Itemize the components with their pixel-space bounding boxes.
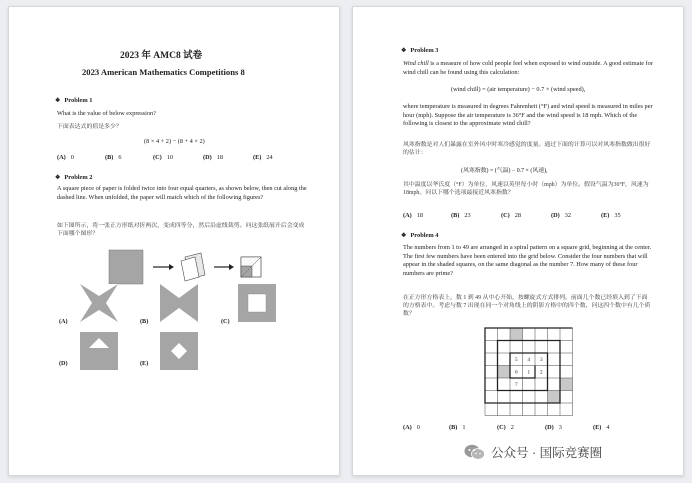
problem-3-question: Wind chill is a measure of how cold people feel when exposed to wind outside. A good estimate for wind chill can be found using this calculation: (403, 60, 653, 76)
problem-3-formula-cn: (风寒指数) = (气温) − 0.7 × (风速), (461, 168, 548, 174)
problem-4-options (403, 424, 639, 431)
diamond-icon: ❖ (401, 233, 407, 239)
shaded-cell (498, 366, 511, 379)
title-en: 2023 American Mathematics Competitions 8 (82, 67, 245, 77)
right-page (352, 6, 684, 476)
problem-2-heading: ❖ Problem 2 (55, 174, 93, 181)
arrow-icon (153, 264, 174, 270)
problem-3-question-2: where temperature is measured in degrees Fahrenheit (°F) and wind speed is measured in miles per hour (mph). Suppose the air temperature is 36°F and the wind speed is 18 mph. Which of the following is closest to the approximate wind chill? (403, 103, 653, 128)
problem-4-heading: ❖ Problem 4 (401, 232, 439, 239)
problem-2-question-cn: 如下图所示，将一张正方形纸对折两次，变成四等分，然后沿虚线裁剪。问这张纸展开后会变成下面哪个图形？ (57, 223, 305, 238)
shaded-cell (548, 391, 561, 404)
diamond-icon: ❖ (55, 175, 61, 181)
figure-e (160, 332, 198, 370)
problem-3-options (403, 212, 647, 219)
option-c[interactable]: (C) 2 (497, 424, 514, 431)
option-c[interactable]: (C) 28 (501, 212, 522, 219)
problem-2-question: A square piece of paper is folded twice into four equal quarters, as shown below, then cut along the dashed line. When unfolded, the paper will match which of the following figures? (57, 185, 307, 201)
grid-number: 4 (527, 357, 531, 364)
wechat-icon (464, 443, 486, 461)
label-a[interactable]: (A) (59, 318, 68, 325)
option-a[interactable]: (A) 0 (403, 424, 420, 431)
option-a[interactable]: (A) 0 (57, 154, 74, 161)
option-c[interactable]: (C) 10 (153, 154, 174, 161)
problem-1-question-cn: 下面表达式的值是多少？ (57, 124, 122, 130)
problem-3-question-cn-2: 其中温度以华氏度（°F）为单位，风速以英里每小时（mph）为单位。假设气温为36°F，风速为18mph。问以下哪个选项最接近风寒指数？ (403, 182, 649, 197)
answer-figures (72, 282, 302, 382)
left-page (8, 6, 340, 476)
title-cn: 2023 年 AMC8 试卷 (120, 51, 203, 61)
arrow-icon (214, 264, 234, 270)
grid-number: 7 (514, 382, 518, 389)
option-e[interactable]: (E) 4 (593, 424, 610, 431)
problem-1-options (57, 154, 299, 161)
problem-1-formula: (8 × 4 + 2) − (8 + 4 × 2) (144, 138, 205, 145)
problem-4-question-cn: 在正方形方格表上，数 1 到 49 从中心开始，按螺旋式方式排列。前面几个数已经填入到了下面的方格表中。考虑与数 7 出现在同一个对角线上的阴影方格中的四个数，问这四个数中有几个质数？ (403, 295, 651, 318)
figure-d (80, 332, 118, 370)
option-e[interactable]: (E) 24 (253, 154, 273, 161)
grid-number: 5 (514, 357, 518, 364)
figure-a (80, 284, 118, 322)
shaded-cell (560, 378, 573, 391)
option-d[interactable]: (D) 3 (545, 424, 562, 431)
shaded-cell (510, 328, 523, 341)
grid-number: 6 (514, 369, 518, 376)
option-e[interactable]: (E) 35 (601, 212, 621, 219)
label-d[interactable]: (D) (59, 360, 68, 367)
folding-sequence-figure (109, 247, 284, 287)
label-e[interactable]: (E) (140, 360, 149, 367)
problem-1-question: What is the value of below expression? (57, 110, 156, 117)
label-b[interactable]: (B) (140, 318, 149, 325)
problem-1-heading: ❖ Problem 1 (55, 97, 93, 104)
label-c[interactable]: (C) (221, 318, 230, 325)
grid-number: 3 (539, 357, 543, 364)
problem-3-formula: (wind chill) = (air temperature) − 0.7 × (wind speed), (451, 86, 586, 93)
spiral-grid (484, 327, 576, 419)
problem-3-heading: ❖ Problem 3 (401, 47, 439, 54)
option-b[interactable]: (B) 23 (451, 212, 471, 219)
option-d[interactable]: (D) 18 (203, 154, 224, 161)
option-a[interactable]: (A) 18 (403, 212, 424, 219)
problem-3-question-cn: 风寒指数是对人们暴露在室外风中时寒冷感觉的度量。通过下面的计算可以对风寒指数做出很好的估计： (403, 142, 651, 157)
figure-b (160, 284, 198, 322)
watermark (464, 443, 602, 461)
problem-4-question: The numbers from 1 to 49 are arranged in a spiral pattern on a square grid, beginning at the center. The first few numbers have been entered into the grid below. Consider the four numbers that will appear in the shaded squares, on the same diagonal as the number 7. How many of these four numbers are prime? (403, 244, 652, 277)
figure-c (238, 284, 276, 322)
grid-number: 1 (527, 369, 531, 376)
option-b[interactable]: (B) 6 (105, 154, 122, 161)
grid-number: 2 (539, 369, 543, 376)
diamond-icon: ❖ (401, 48, 407, 54)
diamond-icon: ❖ (55, 98, 61, 104)
watermark-text: 公众号 · 国际竞赛圈 (491, 446, 603, 460)
option-b[interactable]: (B) 1 (449, 424, 466, 431)
option-d[interactable]: (D) 32 (551, 212, 572, 219)
